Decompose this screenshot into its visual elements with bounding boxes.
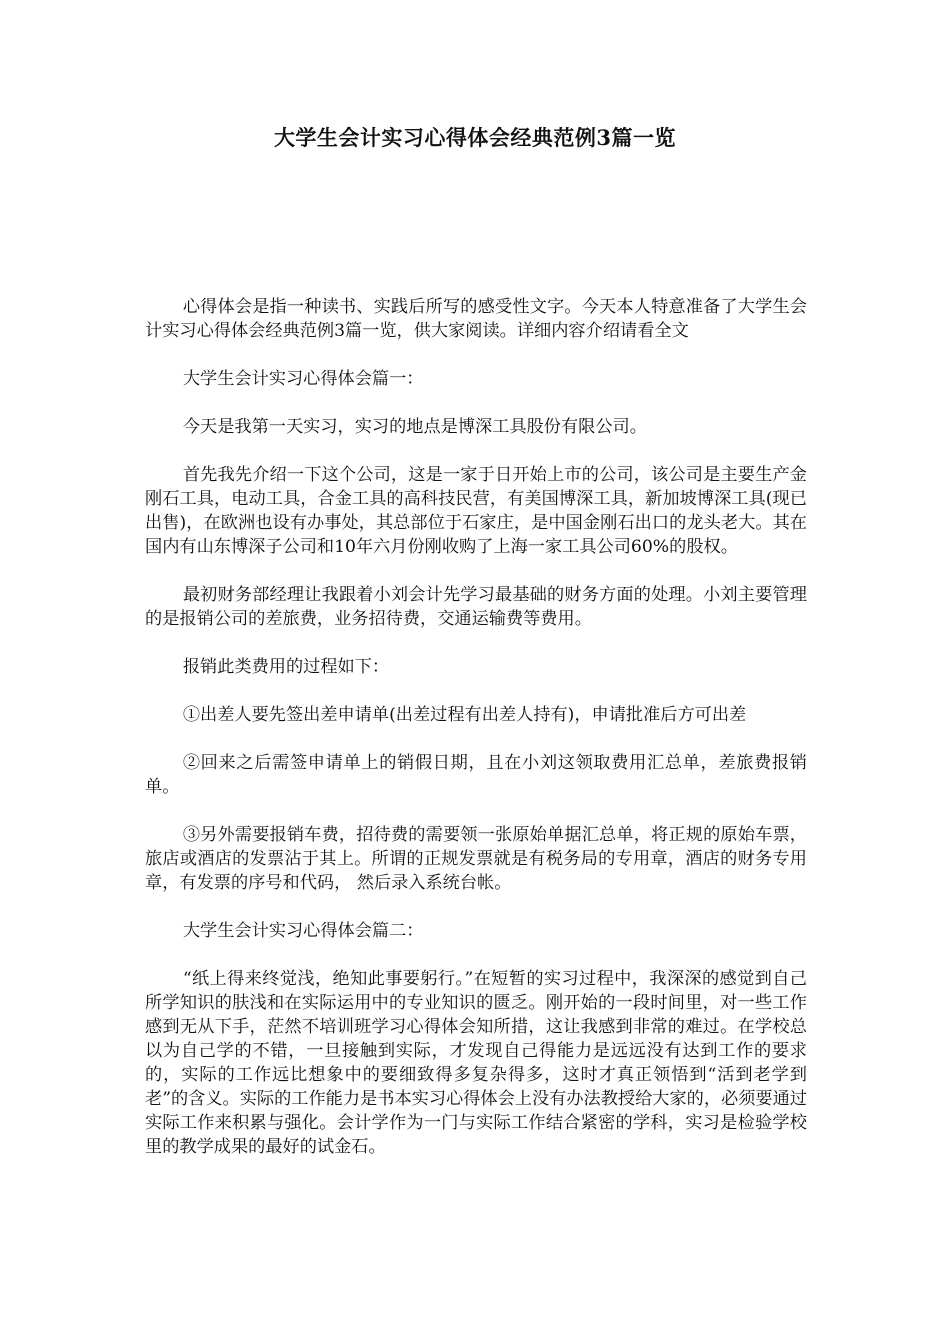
section-heading-1: 大学生会计实习心得体会篇一： (182, 369, 424, 389)
paragraph: 最初财务部经理让我跟着小刘会计先学习最基础的财务方面的处理。小刘主要管理的是报销公司的差旅费，业务招待费，交通运输费等费用。 (145, 585, 807, 629)
paragraph: 报销此类费用的过程如下： (182, 657, 390, 677)
list-item-step-3: ③另外需要报销车费，招待费的需要领一张原始单据汇总单，将正规的原始车票，旅店或酒店的发票沾于其上。所谓的正规发票就是有税务局的专用章，酒店的财务专用章，有发票的序号和代码， 然后录入系统台帐。 (145, 825, 807, 893)
list-item-step-2: ②回来之后需签申请单上的销假日期，且在小刘这领取费用汇总单，差旅费报销单。 (145, 753, 807, 797)
document-title: 大学生会计实习心得体会经典范例3篇一览 (273, 125, 677, 150)
paragraph: “纸上得来终觉浅，绝知此事要躬行。”在短暂的实习过程中，我深深的感觉到自己所学知识的肤浅和在实际运用中的专业知识的匮乏。刚开始的一段时间里，对一些工作感到无从下手，茫然不培训班学习心得体会知所措，这让我感到非常的难过。在学校总以为自己学的不错，一旦接触到实际，才发现自己得能力是远远没有达到工作的要求的，实际的工作远比想象中的要细致得多复杂得多，这时才真正领悟到“活到老学到老”的含义。实际的工作能力是书本实习心得体会上没有办法教授给大家的，必须要通过实际工作来积累与强化。会计学作为一门与实际工作结合紧密的学科，实习是检验学校里的教学成果的最好的试金石。 (145, 969, 807, 1157)
paragraph: 首先我先介绍一下这个公司，这是一家于日开始上市的公司，该公司是主要生产金刚石工具，电动工具，合金工具的高科技民营，有美国博深工具，新加坡博深工具(现已出售)，在欧洲也设有办事处，其总部位于石家庄，是中国金刚石出口的龙头老大。其在国内有山东博深子公司和10年六月份刚收购了上海一家工具公司60%的股权。 (145, 465, 807, 557)
section-heading-2: 大学生会计实习心得体会篇二： (182, 921, 424, 941)
list-item-step-1: ①出差人要先签出差申请单(出差过程有出差人持有)，申请批准后方可出差 (182, 705, 747, 725)
document-body (145, 295, 807, 1183)
paragraph: 今天是我第一天实习，实习的地点是博深工具股份有限公司。 (182, 417, 647, 437)
paragraph-intro: 心得体会是指一种读书、实践后所写的感受性文字。今天本人特意准备了大学生会计实习心得体会经典范例3篇一览，供大家阅读。详细内容介绍请看全文 (145, 297, 807, 341)
